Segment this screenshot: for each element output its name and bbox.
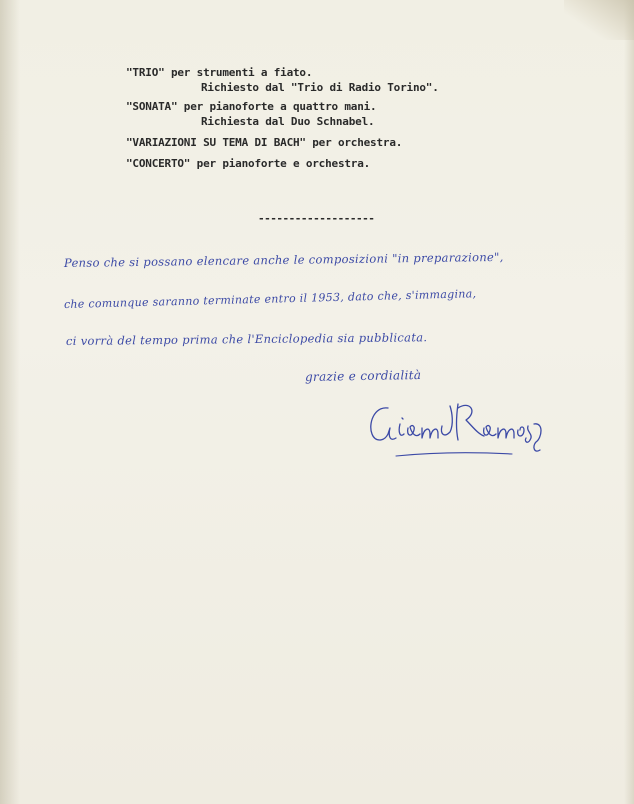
- typed-line-variazioni: "VARIAZIONI SU TEMA DI BACH" per orchestra.: [126, 136, 403, 149]
- typed-separator: -------------------: [258, 212, 375, 225]
- typed-line-trio-request: Richiesto dal "Trio di Radio Torino".: [201, 81, 439, 94]
- handwritten-line-3: ci vorrà del tempo prima che l'Enciclopedia sia pubblicata.: [65, 330, 428, 348]
- handwritten-signature: [366, 394, 550, 466]
- typed-line-sonata-request: Richiesta dal Duo Schnabel.: [201, 115, 375, 128]
- handwritten-line-2: che comunque saranno terminate entro il 1953, dato che, s'immagina,: [63, 287, 477, 311]
- typed-line-concerto: "CONCERTO" per pianoforte e orchestra.: [126, 157, 371, 170]
- typed-line-trio: "TRIO" per strumenti a fiato.: [126, 66, 313, 79]
- typed-line-sonata: "SONATA" per pianoforte a quattro mani.: [126, 100, 377, 113]
- handwritten-closing: grazie e cordialità: [304, 367, 422, 384]
- handwritten-line-1: Penso che si possano elencare anche le composizioni "in preparazione",: [63, 249, 504, 270]
- folded-corner: [564, 0, 634, 40]
